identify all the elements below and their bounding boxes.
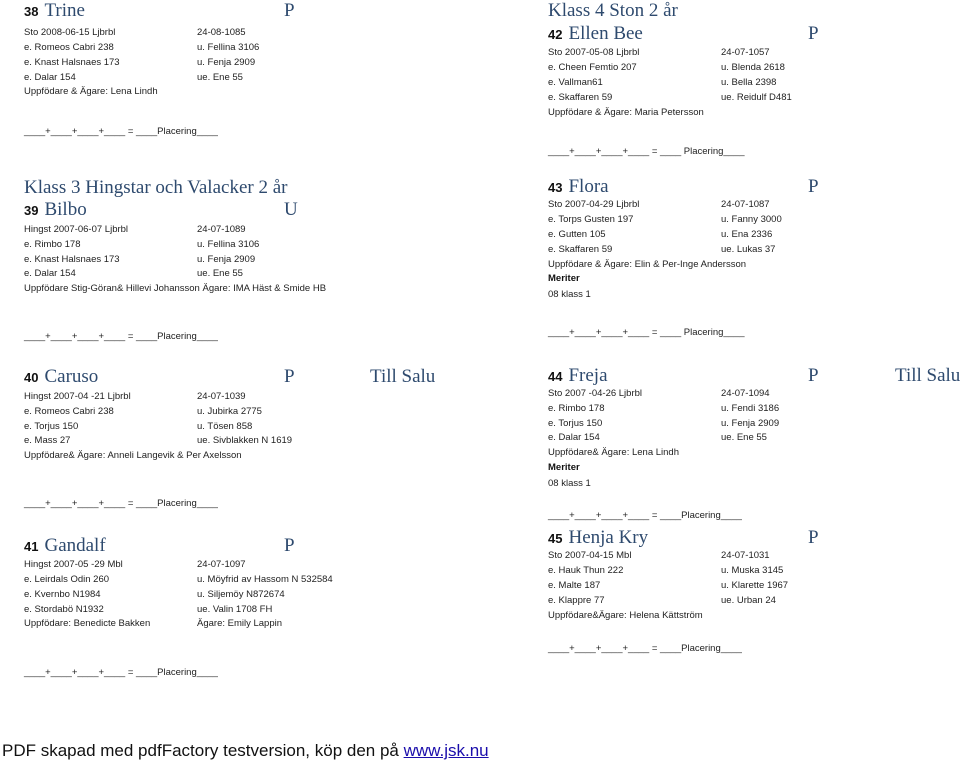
entry-44-line4-right: ue. Ene 55 [721,432,767,443]
entry-45-mark: P [808,527,819,548]
entry-39-breeder: Uppfödare Stig-Göran& Hillevi Johansson Ägare: IMA Häst & Smide HB [24,283,327,294]
entry-42-heading [548,23,643,45]
entry-43-merit: 08 klass 1 [548,289,591,300]
entry-43-line1-left: Sto 2007-04-29 Ljbrbl [548,199,640,210]
entry-41-heading [24,535,106,557]
entry-41-line1-right: 24-07-1097 [197,559,246,570]
entry-45-line1-right: 24-07-1031 [721,550,770,561]
entry-41-score-line: ____+____+____+____ = ____Placering____ [24,667,218,678]
entry-40-line2-right: u. Jubirka 2775 [197,406,262,417]
entry-number: 41 [24,539,39,554]
entry-44-score-line: ____+____+____+____ = ____Placering____ [548,510,742,521]
entry-40-line3-left: e. Torjus 150 [24,421,79,432]
entry-44-mark: P [808,365,819,386]
entry-41-owner: Ägare: Emily Lappin [197,618,283,629]
horse-name: Henja Kry [568,527,649,548]
entry-40-sale: Till Salu [370,366,436,387]
horse-name: Freja [568,365,608,386]
entry-40-line1-left: Hingst 2007-04 -21 Ljbrbl [24,391,131,402]
entry-44-line2-left: e. Rimbo 178 [548,403,605,414]
entry-40-line4-right: ue. Sivblakken N 1619 [197,435,293,446]
entry-number: 44 [548,369,563,384]
entry-44-line3-left: e. Torjus 150 [548,418,603,429]
entry-45-line4-right: ue. Urban 24 [721,595,776,606]
entry-38-line1-right: 24-08-1085 [197,27,246,38]
pdf-footer [2,741,489,761]
entry-45-heading [548,527,648,549]
entry-44-line3-right: u. Fenja 2909 [721,418,780,429]
horse-name: Bilbo [44,199,87,220]
entry-42-line2-right: u. Blenda 2618 [721,62,785,73]
entry-39-line3-right: u. Fenja 2909 [197,254,256,265]
entry-45-line2-right: u. Muska 3145 [721,565,784,576]
entry-45-breeder: Uppfödare&Ägare: Helena Kättström [548,610,703,621]
horse-name: Trine [44,0,85,21]
entry-39-line4-right: ue. Ene 55 [197,268,243,279]
entry-42-score-line: ____+____+____+____ = ____ Placering____ [548,146,745,157]
entry-44-line1-right: 24-07-1094 [721,388,770,399]
entry-38-score-line: ____+____+____+____ = ____Placering____ [24,126,218,137]
entry-38-breeder: Uppfödare & Ägare: Lena Lindh [24,86,158,97]
entry-43-mark: P [808,176,819,197]
entry-43-merit-label: Meriter [548,273,580,284]
entry-45-line4-left: e. Klappre 77 [548,595,605,606]
entry-45-line1-left: Sto 2007-04-15 Mbl [548,550,632,561]
entry-41-line3-left: e. Kvernbo N1984 [24,589,101,600]
entry-38-line1-left: Sto 2008-06-15 Ljbrbl [24,27,116,38]
horse-name: Flora [568,176,609,197]
entry-38-heading [24,0,85,22]
entry-38-line2-right: u. Fellina 3106 [197,42,260,53]
entry-38-line4-left: e. Dalar 154 [24,72,76,83]
entry-43-line4-right: ue. Lukas 37 [721,244,776,255]
entry-41-line2-left: e. Leirdals Odin 260 [24,574,110,585]
entry-39-heading [24,199,87,221]
entry-42-line4-left: e. Skaffaren 59 [548,92,613,103]
entry-39-line4-left: e. Dalar 154 [24,268,76,279]
entry-number: 40 [24,370,39,385]
horse-name: Gandalf [44,535,106,556]
entry-39-line2-left: e. Rimbo 178 [24,239,81,250]
entry-43-line2-left: e. Torps Gusten 197 [548,214,634,225]
entry-43-line3-left: e. Gutten 105 [548,229,606,240]
entry-38-line3-right: u. Fenja 2909 [197,57,256,68]
entry-40-line3-right: u. Tösen 858 [197,421,253,432]
entry-41-line4-left: e. Stordabö N1932 [24,604,104,615]
entry-38-mark: P [284,0,295,21]
entry-42-line3-left: e. Vallman61 [548,77,603,88]
entry-number: 39 [24,203,39,218]
entry-39-line1-right: 24-07-1089 [197,224,246,235]
entry-number: 38 [24,4,39,19]
entry-41-line3-right: u. Siljemöy N872674 [197,589,285,600]
entry-39-mark: U [284,199,298,220]
entry-40-line2-left: e. Romeos Cabri 238 [24,406,114,417]
entry-41-breeder: Uppfödare: Benedicte Bakken [24,618,151,629]
entry-44-line2-right: u. Fendi 3186 [721,403,780,414]
entry-43-heading [548,176,609,198]
entry-40-score-line: ____+____+____+____ = ____Placering____ [24,498,218,509]
entry-38-line3-left: e. Knast Halsnaes 173 [24,57,120,68]
entry-44-merit-label: Meriter [548,462,580,473]
horse-name: Ellen Bee [568,23,643,44]
entry-38-line2-left: e. Romeos Cabri 238 [24,42,114,53]
entry-41-line2-right: u. Möyfrid av Hassom N 532584 [197,574,333,585]
entry-39-score-line: ____+____+____+____ = ____Placering____ [24,331,218,342]
footer-text: PDF skapad med pdfFactory testversion, köp den på [2,741,404,760]
entry-42-line4-right: ue. Reidulf D481 [721,92,792,103]
entry-40-heading [24,366,98,388]
entry-39-line3-left: e. Knast Halsnaes 173 [24,254,120,265]
entry-40-mark: P [284,366,295,387]
entry-39-line1-left: Hingst 2007-06-07 Ljbrbl [24,224,129,235]
entry-45-score-line: ____+____+____+____ = ____Placering____ [548,643,742,654]
entry-number: 42 [548,27,563,42]
entry-42-breeder: Uppfödare & Ägare: Maria Petersson [548,107,704,118]
entry-44-merit: 08 klass 1 [548,478,591,489]
entry-40-breeder: Uppfödare& Ägare: Anneli Langevik & Per Axelsson [24,450,242,461]
entry-41-line4-right: ue. Valin 1708 FH [197,604,273,615]
entry-40-line1-right: 24-07-1039 [197,391,246,402]
entry-38-line4-right: ue. Ene 55 [197,72,243,83]
entry-39-line2-right: u. Fellina 3106 [197,239,260,250]
entry-45-line3-right: u. Klarette 1967 [721,580,789,591]
entry-42-line3-right: u. Bella 2398 [721,77,777,88]
entry-44-line4-left: e. Dalar 154 [548,432,600,443]
horse-name: Caruso [44,366,99,387]
entry-41-mark: P [284,535,295,556]
entry-44-breeder: Uppfödare& Ägare: Lena Lindh [548,447,679,458]
entry-44-sale: Till Salu [895,365,960,386]
footer-link[interactable]: www.jsk.nu [403,741,489,760]
entry-40-line4-left: e. Mass 27 [24,435,71,446]
entry-43-score-line: ____+____+____+____ = ____ Placering____ [548,327,745,338]
entry-43-line2-right: u. Fanny 3000 [721,214,782,225]
entry-45-line2-left: e. Hauk Thun 222 [548,565,624,576]
entry-42-line1-left: Sto 2007-05-08 Ljbrbl [548,47,640,58]
class-3-title: Klass 3 Hingstar och Valacker 2 år [24,177,288,198]
entry-44-line1-left: Sto 2007 -04-26 Ljbrbl [548,388,643,399]
entry-45-line3-left: e. Malte 187 [548,580,601,591]
entry-43-line1-right: 24-07-1087 [721,199,770,210]
entry-43-line3-right: u. Ena 2336 [721,229,773,240]
entry-42-mark: P [808,23,819,44]
entry-41-line1-left: Hingst 2007-05 -29 Mbl [24,559,123,570]
entry-44-heading [548,365,608,387]
entry-number: 45 [548,531,563,546]
entry-43-line4-left: e. Skaffaren 59 [548,244,613,255]
class-4-title: Klass 4 Ston 2 år [548,0,678,21]
entry-43-breeder: Uppfödare & Ägare: Elin & Per-Inge Andersson [548,259,747,270]
entry-42-line2-left: e. Cheen Femtio 207 [548,62,637,73]
entry-42-line1-right: 24-07-1057 [721,47,770,58]
entry-number: 43 [548,180,563,195]
